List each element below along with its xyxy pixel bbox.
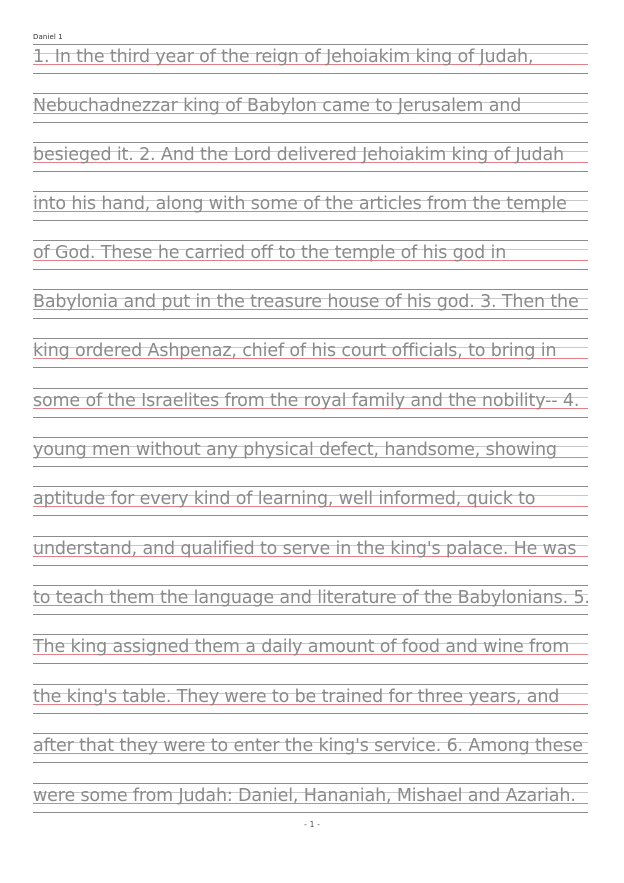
bottom-rule	[33, 515, 588, 516]
tracing-text-line: into his hand, along with some of the articles from the temple	[33, 194, 567, 214]
top-rule	[33, 338, 588, 339]
bottom-rule	[33, 663, 588, 664]
tracing-text-line: king ordered Ashpenaz, chief of his court officials, to bring in	[33, 341, 557, 361]
bottom-rule	[33, 762, 588, 763]
top-rule	[33, 93, 588, 94]
tracing-text-line: besieged it. 2. And the Lord delivered Jehoiakim king of Judah	[33, 145, 564, 165]
ruled-line-block	[33, 191, 588, 221]
bottom-rule	[33, 73, 588, 74]
tracing-text-line: the king's table. They were to be trained for three years, and	[33, 687, 560, 707]
tracing-text-line: to teach them the language and literature of the Babylonians. 5.	[33, 588, 590, 608]
top-rule	[33, 44, 588, 45]
top-rule	[33, 585, 588, 586]
bottom-rule	[33, 367, 588, 368]
top-rule	[33, 388, 588, 389]
bottom-rule	[33, 812, 588, 813]
tracing-text-line: after that they were to enter the king's service. 6. Among these	[33, 736, 583, 756]
bottom-rule	[33, 122, 588, 123]
bottom-rule	[33, 417, 588, 418]
bottom-rule	[33, 713, 588, 714]
bottom-rule	[33, 466, 588, 467]
top-rule	[33, 142, 588, 143]
tracing-text-line: aptitude for every kind of learning, well informed, quick to	[33, 489, 536, 509]
bottom-rule	[33, 220, 588, 221]
tracing-text-line: of God. These he carried off to the temple of his god in	[33, 243, 507, 263]
ruled-line-block	[33, 733, 588, 763]
ruled-line-block	[33, 536, 588, 566]
top-rule	[33, 191, 588, 192]
top-rule	[33, 240, 588, 241]
tracing-text-line: The king assigned them a daily amount of food and wine from	[33, 637, 570, 657]
ruled-line-block	[33, 142, 588, 172]
tracing-text-line: Babylonia and put in the treasure house of his god. 3. Then the	[33, 292, 579, 312]
bottom-rule	[33, 318, 588, 319]
bottom-rule	[33, 171, 588, 172]
tracing-text-line: young men without any physical defect, handsome, showing	[33, 440, 557, 460]
tracing-text-line: Nebuchadnezzar king of Babylon came to Jerusalem and	[33, 96, 522, 116]
tracing-text-line: were some from Judah: Daniel, Hananiah, Mishael and Azariah.	[33, 786, 576, 806]
ruled-line-block	[33, 338, 588, 368]
ruled-line-block	[33, 388, 588, 418]
ruled-line-block	[33, 240, 588, 270]
top-rule	[33, 684, 588, 685]
tracing-text-line: 1. In the third year of the reign of Jehoiakim king of Judah,	[33, 47, 534, 67]
bottom-rule	[33, 269, 588, 270]
tracing-text-line: understand, and qualified to serve in the king's palace. He was	[33, 539, 577, 559]
ruled-line-block	[33, 585, 588, 615]
top-rule	[33, 733, 588, 734]
top-rule	[33, 783, 588, 784]
ruled-line-block	[33, 44, 588, 74]
ruled-line-block	[33, 437, 588, 467]
page-header: Daniel 1	[33, 33, 63, 41]
page-number: - 1 -	[304, 820, 320, 829]
ruled-line-block	[33, 684, 588, 714]
top-rule	[33, 634, 588, 635]
ruled-line-block	[33, 486, 588, 516]
ruled-line-block	[33, 289, 588, 319]
tracing-text-line: some of the Israelites from the royal family and the nobility-- 4.	[33, 391, 580, 411]
top-rule	[33, 536, 588, 537]
bottom-rule	[33, 565, 588, 566]
ruled-line-block	[33, 93, 588, 123]
top-rule	[33, 486, 588, 487]
top-rule	[33, 289, 588, 290]
bottom-rule	[33, 614, 588, 615]
ruled-line-block	[33, 634, 588, 664]
top-rule	[33, 437, 588, 438]
ruled-line-block	[33, 783, 588, 813]
